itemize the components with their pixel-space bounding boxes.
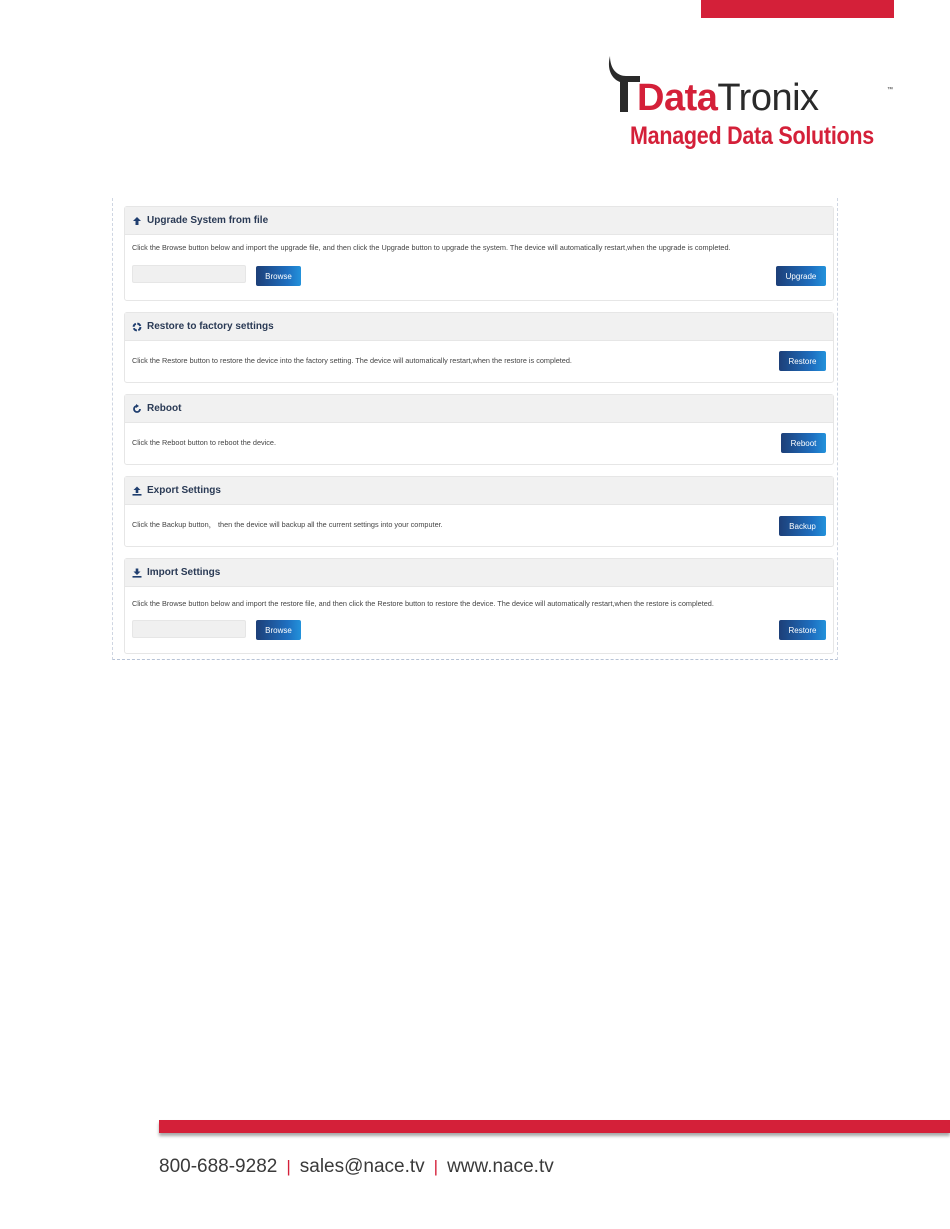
import-file-field[interactable] — [132, 620, 246, 638]
browse-button[interactable]: Browse — [256, 620, 301, 640]
export-icon — [132, 486, 142, 496]
backup-button[interactable]: Backup — [779, 516, 826, 536]
restore-factory-button[interactable]: Restore — [779, 351, 826, 371]
reboot-icon — [132, 404, 142, 414]
browse-button[interactable]: Browse — [256, 266, 301, 286]
panel-header — [125, 559, 833, 587]
upgrade-file-field[interactable] — [132, 265, 246, 283]
upload-arrow-icon — [132, 216, 142, 226]
panel-title: Upgrade System from file — [147, 215, 269, 226]
maintenance-screenshot — [112, 198, 838, 660]
factory-restore-panel — [124, 312, 834, 383]
panel-header — [125, 207, 833, 235]
restore-import-button[interactable]: Restore — [779, 620, 826, 640]
logo-tagline: Managed Data Solutions — [630, 122, 874, 150]
panel-title: Reboot — [147, 403, 182, 414]
logo-word-tronix: Tronix — [717, 77, 819, 119]
panel-title: Export Settings — [147, 485, 221, 496]
import-icon — [132, 568, 142, 578]
reboot-button[interactable]: Reboot — [781, 433, 826, 453]
panel-description: Click the Browse button below and import the restore file, and then click the Restore button to restore the device. The device will automatically restart,when the restore is completed. — [132, 599, 714, 608]
separator: | — [433, 1157, 439, 1176]
top-accent-bar — [701, 0, 894, 18]
panel-header — [125, 477, 833, 505]
export-settings-panel — [124, 476, 834, 547]
upgrade-panel — [124, 206, 834, 301]
refresh-circle-icon — [132, 322, 142, 332]
panel-title: Restore to factory settings — [147, 321, 274, 332]
trademark-symbol: ™ — [887, 87, 893, 93]
email-address[interactable]: sales@nace.tv — [299, 1156, 425, 1177]
bottom-accent-bar — [159, 1120, 950, 1133]
import-settings-panel — [124, 558, 834, 654]
datatronix-logo — [608, 52, 898, 154]
separator: | — [286, 1157, 291, 1176]
panel-title: Import Settings — [147, 567, 221, 578]
contact-line — [159, 1156, 554, 1178]
phone-number: 800-688-9282 — [159, 1156, 278, 1177]
website-link[interactable]: www.nace.tv — [447, 1156, 554, 1177]
logo-word-data: Data — [637, 77, 718, 119]
reboot-panel — [124, 394, 834, 465]
panel-header — [125, 313, 833, 341]
panel-description: Click the Browse button below and import the upgrade file, and then click the Upgrade button to upgrade the system. The device will automatically restart,when the upgrade is completed. — [132, 243, 731, 252]
panel-description: Click the Backup button， then the device will backup all the current settings into your computer. — [132, 520, 443, 529]
panel-header — [125, 395, 833, 423]
panel-description: Click the Reboot button to reboot the device. — [132, 438, 276, 447]
panel-description: Click the Restore button to restore the device into the factory setting. The device will automatically restart,when the restore is completed. — [132, 356, 572, 365]
upgrade-button[interactable]: Upgrade — [776, 266, 826, 286]
